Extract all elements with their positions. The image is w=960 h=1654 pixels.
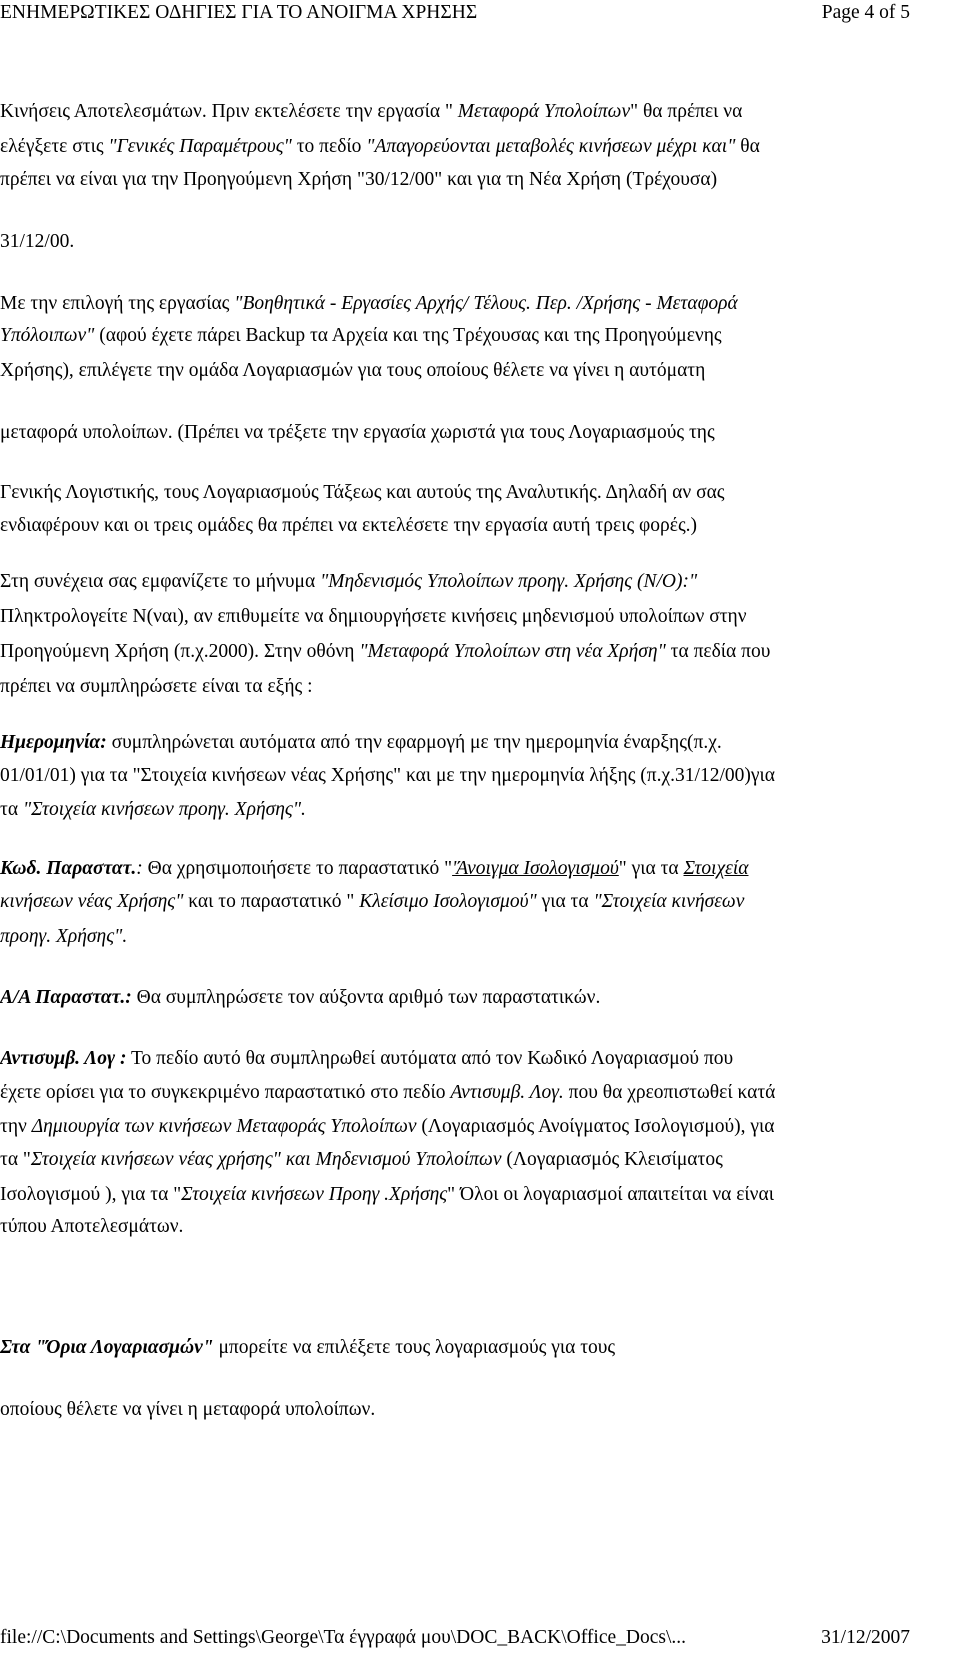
text-line: πρέπει να είναι για την Προηγούμενη Χρήση "30/12/00" και για τη Νέα Χρήση (Τρέχουσα) — [0, 169, 718, 190]
file-path: file://C:\Documents and Settings\George\Τα έγγραφά μου\DOC_BACK\Office_Docs\... — [0, 1627, 686, 1648]
text-line: την Δημιουργία των κινήσεων Μεταφοράς Υπολοίπων (Λογαριασμός Ανοίγματος Ισολογισμού), για — [0, 1116, 775, 1137]
text-line: τα "Στοιχεία κινήσεων νέας χρήσης" και Μηδενισμού Υπολοίπων (Λογαριασμός Κλεισίματος — [0, 1149, 723, 1170]
document-title: ΕΝΗΜΕΡΩΤΙΚΕΣ ΟΔΗΓΙΕΣ ΓΙΑ ΤΟ ΑΝΟΙΓΜΑ ΧΡΗΣΗΣ — [0, 2, 478, 23]
page-number: Page 4 of 5 — [821, 2, 910, 23]
print-date: 31/12/2007 — [821, 1627, 910, 1648]
text-line: Γενικής Λογιστικής, τους Λογαριασμούς Τάξεως και αυτούς της Αναλυτικής. Δηλαδή αν σας — [0, 482, 725, 503]
text-line: Α/Α Παραστατ.: Θα συμπληρώσετε τον αύξοντα αριθμό των παραστατικών. — [0, 987, 601, 1008]
text-line: πρέπει να συμπληρώσετε είναι τα εξής : — [0, 676, 313, 697]
text-line: μεταφορά υπολοίπων. (Πρέπει να τρέξετε την εργασία χωριστά για τους Λογαριασμούς της — [0, 422, 715, 443]
text-line: Πληκτρολογείτε Ν(ναι), αν επιθυμείτε να δημιουργήσετε κινήσεις μηδενισμού υπολοίπων στην — [0, 606, 747, 627]
text-line: Αντισυμβ. Λογ : Το πεδίο αυτό θα συμπληρωθεί αυτόματα από τον Κωδικό Λογαριασμού που — [0, 1048, 734, 1069]
text-line: Κινήσεις Αποτελεσμάτων. Πριν εκτελέσετε την εργασία " Μεταφορά Υπολοίπων" θα πρέπει να — [0, 101, 743, 122]
text-line: τύπου Αποτελεσμάτων. — [0, 1216, 184, 1237]
text-line: 31/12/00. — [0, 231, 75, 252]
text-line: ελέγξετε στις "Γενικές Παραμέτρους" το πεδίο "Απαγορεύονται μεταβολές κινήσεων μέχρι και" θα — [0, 136, 760, 157]
text-line: έχετε ορίσει για το συγκεκριμένο παραστατικό στο πεδίο Αντισυμβ. Λογ. που θα χρεοπιστωθεί κατά — [0, 1082, 776, 1103]
text-line: οποίους θέλετε να γίνει η μεταφορά υπολοίπων. — [0, 1399, 376, 1420]
text-line: Προηγούμενη Χρήση (π.χ.2000). Στην οθόνη "Μεταφορά Υπολοίπων στη νέα Χρήση" τα πεδία που — [0, 641, 771, 662]
text-line: τα "Στοιχεία κινήσεων προηγ. Χρήσης". — [0, 799, 306, 820]
text-line: Στα "Όρια Λογαριασμών" μπορείτε να επιλέξετε τους λογαριασμούς για τους — [0, 1337, 616, 1358]
text-line: Ισολογισμού ), για τα "Στοιχεία κινήσεων Προηγ .Χρήσης" Όλοι οι λογαριασμοί απαιτείται να είναι — [0, 1184, 774, 1205]
text-line: κινήσεων νέας Χρήσης" και το παραστατικό " Κλείσιμο Ισολογισμού" για τα "Στοιχεία κινήσεων — [0, 891, 745, 912]
text-line: Χρήσης), επιλέγετε την ομάδα Λογαριασμών για τους οποίους θέλετε να γίνει η αυτόματη — [0, 360, 706, 381]
text-line: προηγ. Χρήσης". — [0, 926, 128, 947]
text-line: Υπόλοιπων" (αφού έχετε πάρει Backup τα Αρχεία και της Τρέχουσας και της Προηγούμενης — [0, 325, 722, 346]
text-line: 01/01/01) για τα "Στοιχεία κινήσεων νέας Χρήσης" και με την ημερομηνία λήξης (π.χ.31/12/00)για — [0, 765, 775, 786]
text-line: Ημερομηνία: συμπληρώνεται αυτόματα από την εφαρμογή με την ημερομηνία έναρξης(π.χ. — [0, 732, 722, 753]
text-line: Κωδ. Παραστατ.: Θα χρησιμοποιήσετε το παραστατικό "'Άνοιγμα Ισολογισμού" για τα Στοιχεία — [0, 858, 749, 879]
text-line: Με την επιλογή της εργασίας "Βοηθητικά - Εργασίες Αρχής/ Τέλους. Περ. /Χρήσης - Μεταφορά — [0, 293, 738, 314]
text-line: Στη συνέχεια σας εμφανίζετε το μήνυμα "Μηδενισμός Υπολοίπων προηγ. Χρήσης (Ν/Ο):" — [0, 571, 698, 592]
text-line: ενδιαφέρουν και οι τρεις ομάδες θα πρέπει να εκτελέσετε την εργασία αυτή τρεις φορές.) — [0, 515, 698, 536]
page-header — [0, 2, 910, 28]
